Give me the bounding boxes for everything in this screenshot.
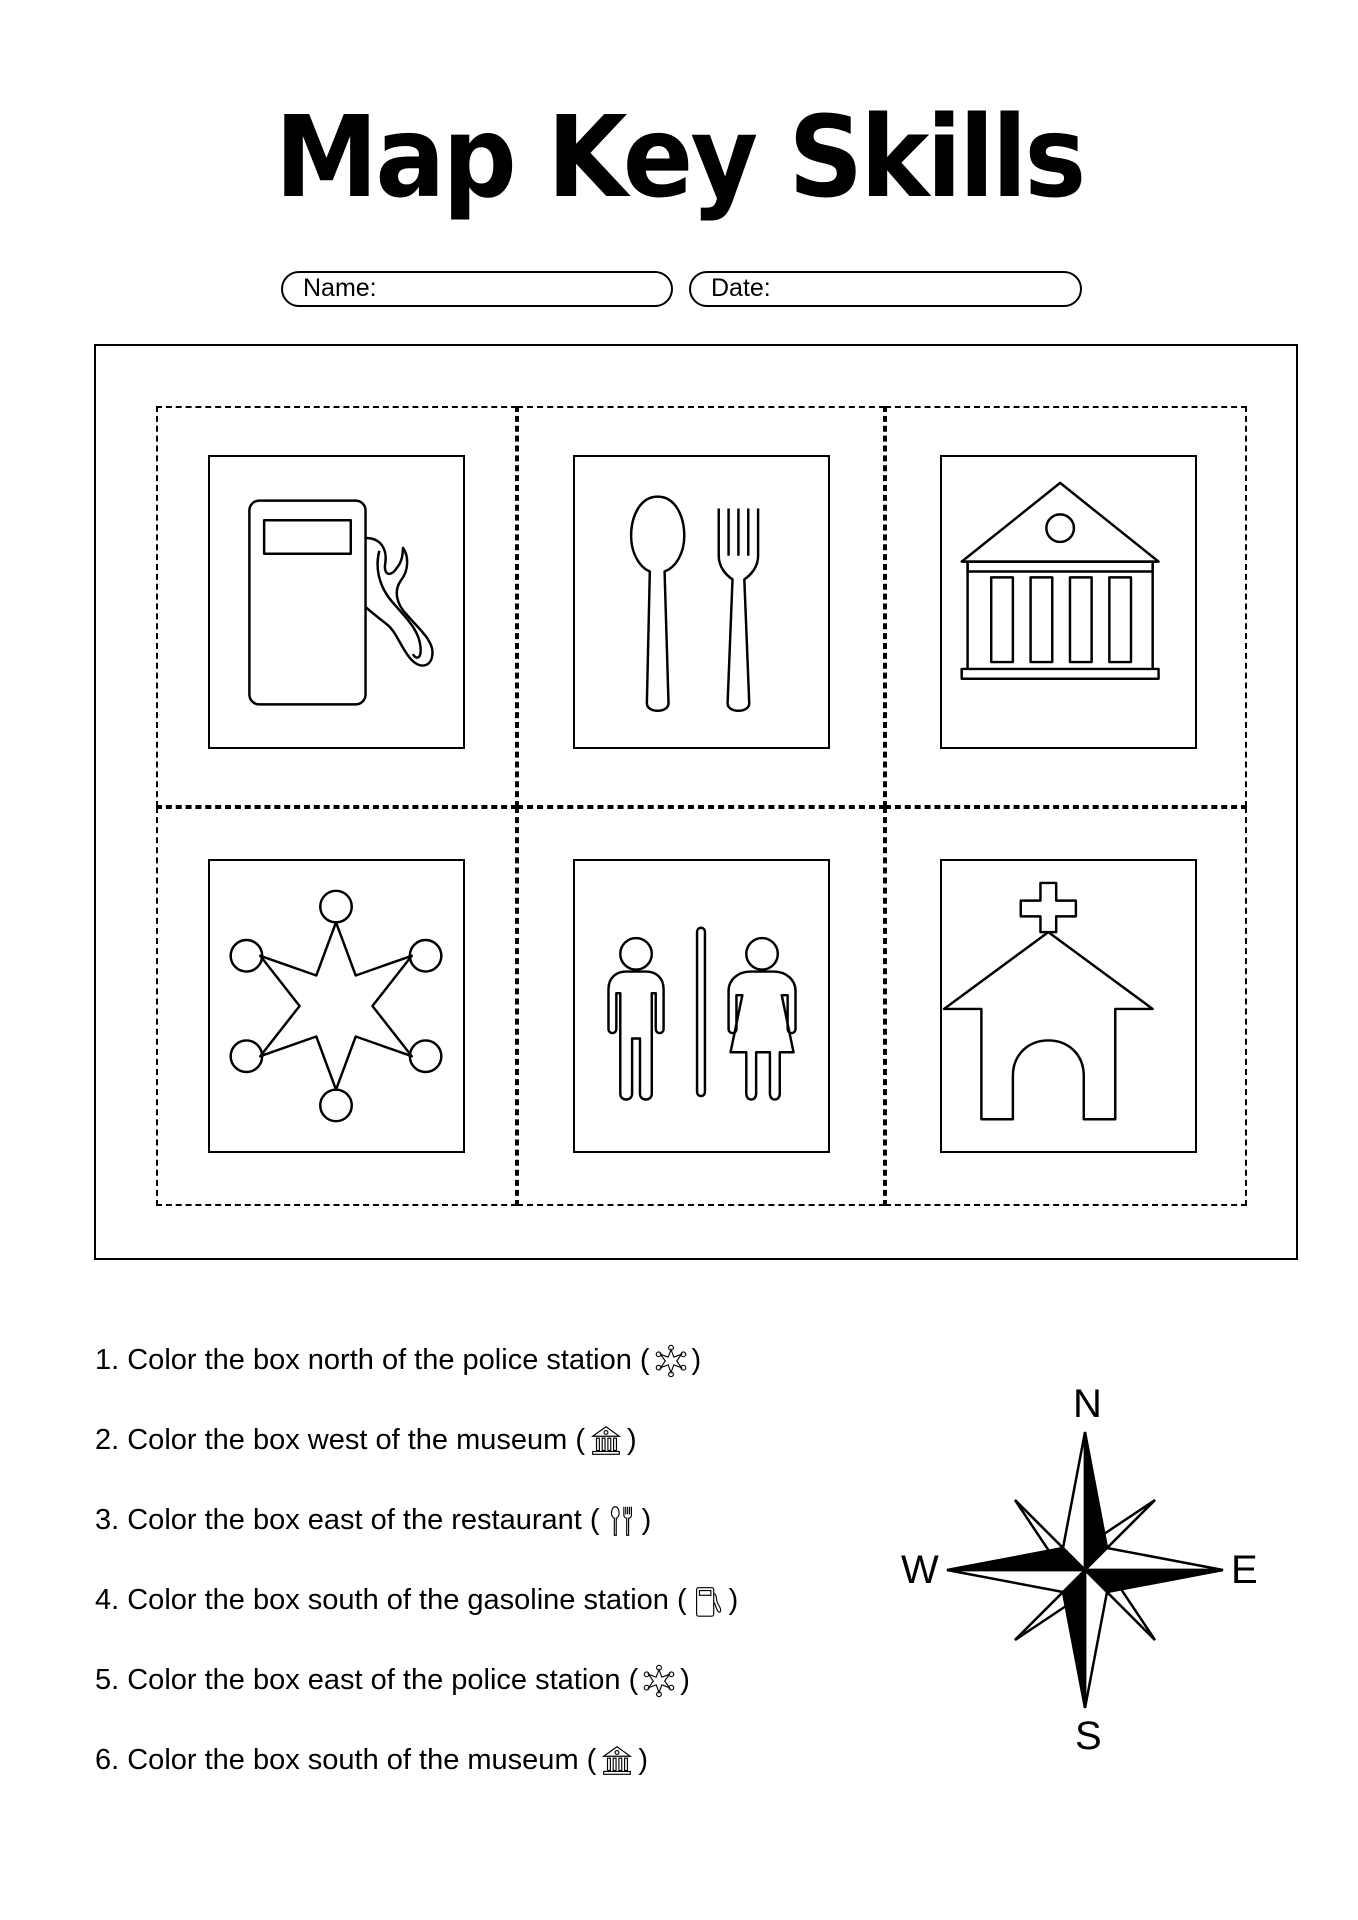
tile-museum (940, 455, 1197, 749)
question-1 (95, 1338, 701, 1382)
map-cell-museum[interactable] (885, 406, 1247, 807)
museum-icon (587, 1422, 625, 1460)
question-text: 3. Color the box east of the restaurant ( (95, 1504, 600, 1536)
sheriff-star-icon (652, 1342, 690, 1380)
question-text: 4. Color the box south of the gasoline station ( (95, 1584, 687, 1616)
question-text: 1. Color the box north of the police station ( (95, 1344, 650, 1376)
compass-star-icon (895, 1380, 1275, 1760)
map-cell-church[interactable] (885, 807, 1247, 1206)
question-5 (95, 1658, 690, 1702)
compass-north-label: N (1073, 1382, 1102, 1426)
date-field[interactable] (689, 271, 1082, 307)
question-close: ) (641, 1504, 652, 1536)
sheriff-star-icon (210, 861, 463, 1151)
question-close: ) (627, 1424, 637, 1456)
restroom-icon (575, 861, 828, 1151)
compass-rose (895, 1380, 1275, 1760)
tile-gas-station (208, 455, 465, 749)
compass-east-label: E (1231, 1548, 1258, 1592)
compass-south-label: S (1075, 1714, 1102, 1758)
compass-west-label: W (901, 1548, 939, 1592)
name-label: Name: (303, 274, 377, 302)
tile-police-station (208, 859, 465, 1153)
sheriff-star-icon (640, 1662, 678, 1700)
tile-restroom (573, 859, 830, 1153)
name-field[interactable] (281, 271, 673, 307)
gas-pump-icon (210, 457, 463, 747)
page-title: Map Key Skills (274, 91, 1084, 223)
question-text: 2. Color the box west of the museum ( (95, 1424, 585, 1456)
map-cell-restroom[interactable] (517, 807, 885, 1206)
museum-icon (598, 1742, 636, 1780)
utensils-icon (575, 457, 828, 747)
map-frame (94, 344, 1298, 1260)
gas-pump-icon (689, 1582, 727, 1620)
question-3 (95, 1498, 651, 1542)
question-text: 6. Color the box south of the museum ( (95, 1744, 597, 1776)
question-2 (95, 1418, 637, 1462)
question-text: 5. Color the box east of the police station ( (95, 1664, 639, 1696)
tile-church (940, 859, 1197, 1153)
utensils-icon (602, 1502, 640, 1540)
map-cell-restaurant[interactable] (517, 406, 885, 807)
map-cell-gas-station[interactable] (156, 406, 517, 807)
question-close: ) (691, 1344, 702, 1376)
question-4 (95, 1578, 738, 1622)
date-label: Date: (711, 274, 771, 302)
museum-icon (942, 457, 1195, 747)
question-6 (95, 1738, 648, 1782)
question-close: ) (728, 1584, 739, 1616)
question-close: ) (638, 1744, 648, 1776)
map-cell-police-station[interactable] (156, 807, 517, 1206)
question-close: ) (680, 1664, 690, 1696)
church-icon (942, 861, 1195, 1151)
map-grid (156, 406, 1247, 1206)
tile-restaurant (573, 455, 830, 749)
